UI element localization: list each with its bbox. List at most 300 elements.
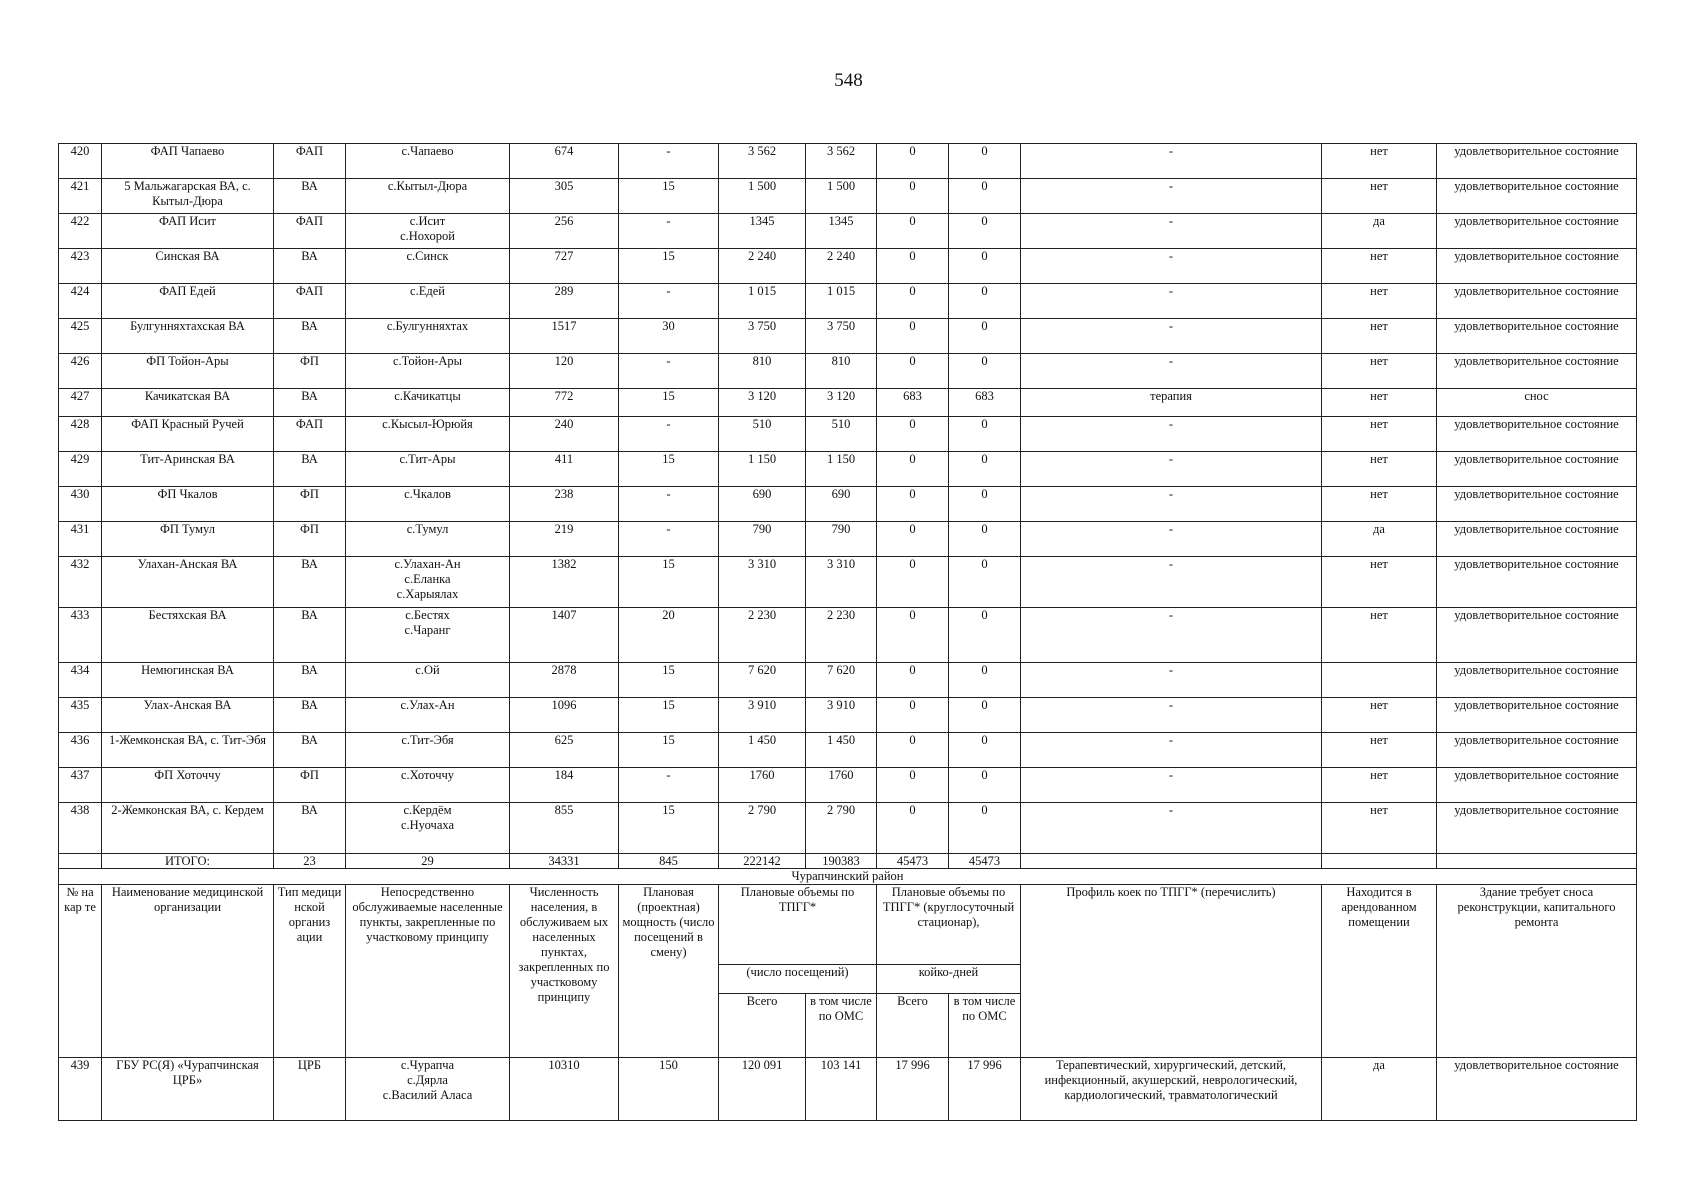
cell-places: с.Улах-Ан (346, 698, 510, 733)
cell-profile: - (1021, 417, 1322, 452)
cell-beds-oms: 0 (949, 698, 1021, 733)
table-row (59, 733, 1637, 768)
table-row (59, 319, 1637, 354)
table-row (59, 249, 1637, 284)
cell-beds-total: 0 (877, 608, 949, 663)
cell-visits-total: 510 (719, 417, 806, 452)
cell-visits-total: 2 240 (719, 249, 806, 284)
cell-capacity: 150 (619, 1058, 719, 1121)
cell-places: с.Улахан-Ан с.Еланка с.Харыялах (346, 557, 510, 608)
cell-visits-total: 2 790 (719, 803, 806, 854)
cell-capacity: 15 (619, 803, 719, 854)
table-row (59, 214, 1637, 249)
total-type: 23 (274, 854, 346, 869)
cell-type: ВА (274, 698, 346, 733)
cell-rented: нет (1322, 417, 1437, 452)
cell-population: 289 (510, 284, 619, 319)
cell-profile: - (1021, 284, 1322, 319)
cell-num: 432 (59, 557, 102, 608)
cell-capacity: - (619, 768, 719, 803)
table-row (59, 608, 1637, 663)
table-row (59, 557, 1637, 608)
cell-type: ЦРБ (274, 1058, 346, 1121)
cell-rented: нет (1322, 557, 1437, 608)
cell-places: с.Кердём с.Нуочаха (346, 803, 510, 854)
cell-visits-total: 3 120 (719, 389, 806, 417)
header-capacity: Плановая (проектная) мощность (число посещений в смену) (619, 885, 719, 1058)
cell-visits-total: 1 150 (719, 452, 806, 487)
cell-name: 1-Жемконская ВА, с. Тит-Эбя (102, 733, 274, 768)
cell-capacity: 15 (619, 698, 719, 733)
cell-capacity: 15 (619, 557, 719, 608)
cell-beds-total: 0 (877, 487, 949, 522)
total-beds-total: 45473 (877, 854, 949, 869)
cell-condition: удовлетворительное состояние (1437, 663, 1637, 698)
cell-beds-oms: 0 (949, 452, 1021, 487)
cell-type: ВА (274, 389, 346, 417)
header-beds-unit: койко-дней (877, 964, 1021, 993)
cell-profile: - (1021, 487, 1322, 522)
cell-capacity: 15 (619, 179, 719, 214)
cell-visits-oms: 810 (806, 354, 877, 389)
cell-population: 238 (510, 487, 619, 522)
cell-visits-oms: 3 120 (806, 389, 877, 417)
header-visits-unit: (число посещений) (719, 964, 877, 993)
cell-population: 305 (510, 179, 619, 214)
cell-beds-oms: 0 (949, 733, 1021, 768)
cell-population: 219 (510, 522, 619, 557)
header-population: Численность населения, в обслуживаем ых населенных пунктах, закрепленных по участковому принципу (510, 885, 619, 1058)
cell-rented: нет (1322, 354, 1437, 389)
cell-places: с.Едей (346, 284, 510, 319)
cell-population: 1517 (510, 319, 619, 354)
cell-visits-oms: 1 450 (806, 733, 877, 768)
cell-capacity: 15 (619, 452, 719, 487)
cell-beds-oms: 0 (949, 214, 1021, 249)
cell-beds-total: 0 (877, 452, 949, 487)
cell-blank (59, 854, 102, 869)
cell-profile: - (1021, 663, 1322, 698)
total-places: 29 (346, 854, 510, 869)
district-row (59, 869, 1637, 885)
cell-beds-oms: 0 (949, 249, 1021, 284)
cell-num: 430 (59, 487, 102, 522)
cell-beds-oms: 0 (949, 803, 1021, 854)
total-visits-total: 222142 (719, 854, 806, 869)
cell-rented: нет (1322, 608, 1437, 663)
cell-visits-total: 1760 (719, 768, 806, 803)
cell-condition: удовлетворительное состояние (1437, 179, 1637, 214)
cell-population: 727 (510, 249, 619, 284)
cell-beds-total: 0 (877, 663, 949, 698)
cell-rented: нет (1322, 803, 1437, 854)
cell-profile: - (1021, 179, 1322, 214)
cell-rented: да (1322, 522, 1437, 557)
cell-population: 855 (510, 803, 619, 854)
cell-type: ФАП (274, 284, 346, 319)
cell-beds-total: 0 (877, 319, 949, 354)
cell-beds-total: 0 (877, 214, 949, 249)
cell-type: ФП (274, 354, 346, 389)
cell-num: 426 (59, 354, 102, 389)
cell-places: с.Чурапча с.Дярла с.Василий Аласа (346, 1058, 510, 1121)
table-row (59, 284, 1637, 319)
cell-beds-total: 0 (877, 249, 949, 284)
cell-name: ФП Тумул (102, 522, 274, 557)
cell-type: ФП (274, 522, 346, 557)
cell-capacity: - (619, 214, 719, 249)
cell-num: 421 (59, 179, 102, 214)
cell-population: 772 (510, 389, 619, 417)
cell-capacity: 20 (619, 608, 719, 663)
cell-visits-oms: 1 500 (806, 179, 877, 214)
cell-name: Качикатская ВА (102, 389, 274, 417)
cell-beds-total: 0 (877, 698, 949, 733)
cell-beds-total: 683 (877, 389, 949, 417)
cell-places: с.Качикатцы (346, 389, 510, 417)
table-row (59, 1058, 1637, 1121)
cell-condition: удовлетворительное состояние (1437, 354, 1637, 389)
header-type: Тип медици нской организ ации (274, 885, 346, 1058)
cell-beds-oms: 0 (949, 487, 1021, 522)
table-row (59, 698, 1637, 733)
cell-condition: удовлетворительное состояние (1437, 144, 1637, 179)
cell-num: 436 (59, 733, 102, 768)
cell-condition: удовлетворительное состояние (1437, 522, 1637, 557)
cell-visits-total: 3 562 (719, 144, 806, 179)
header-beds: Плановые объемы по ТПГГ* (круглосуточный стационар), (877, 885, 1021, 965)
cell-name: ФП Тойон-Ары (102, 354, 274, 389)
cell-beds-oms: 0 (949, 319, 1021, 354)
cell-visits-total: 790 (719, 522, 806, 557)
cell-visits-oms: 7 620 (806, 663, 877, 698)
cell-visits-oms: 1345 (806, 214, 877, 249)
cell-visits-oms: 3 910 (806, 698, 877, 733)
cell-population: 625 (510, 733, 619, 768)
cell-beds-total: 0 (877, 522, 949, 557)
table-row (59, 487, 1637, 522)
header-rented: Находится в арендованном помещении (1322, 885, 1437, 1058)
cell-name: ФАП Едей (102, 284, 274, 319)
cell-beds-oms: 0 (949, 522, 1021, 557)
cell-beds-total: 17 996 (877, 1058, 949, 1121)
cell-name: 5 Мальжагарская ВА, с. Кытыл-Дюра (102, 179, 274, 214)
total-capacity: 845 (619, 854, 719, 869)
table-row (59, 803, 1637, 854)
cell-population: 411 (510, 452, 619, 487)
cell-profile: Терапевтический, хирургический, детский, инфекционный, акушерский, неврологический, кардиологический, травматологический (1021, 1058, 1322, 1121)
cell-visits-total: 3 310 (719, 557, 806, 608)
cell-rented: нет (1322, 698, 1437, 733)
cell-num: 429 (59, 452, 102, 487)
table-row (59, 522, 1637, 557)
cell-profile: - (1021, 319, 1322, 354)
cell-population: 10310 (510, 1058, 619, 1121)
cell-capacity: 15 (619, 733, 719, 768)
cell-places: с.Булгунняхтах (346, 319, 510, 354)
cell-type: ВА (274, 608, 346, 663)
cell-blank (1021, 854, 1322, 869)
cell-type: ФАП (274, 214, 346, 249)
cell-capacity: - (619, 354, 719, 389)
cell-condition: удовлетворительное состояние (1437, 284, 1637, 319)
cell-visits-total: 1 450 (719, 733, 806, 768)
cell-places: с.Кысыл-Юрюйя (346, 417, 510, 452)
cell-beds-total: 0 (877, 768, 949, 803)
cell-visits-total: 1 500 (719, 179, 806, 214)
cell-visits-oms: 2 240 (806, 249, 877, 284)
page-number: 548 (834, 70, 863, 91)
cell-condition: удовлетворительное состояние (1437, 698, 1637, 733)
cell-places: с.Ой (346, 663, 510, 698)
cell-profile: - (1021, 557, 1322, 608)
cell-profile: - (1021, 452, 1322, 487)
cell-beds-oms: 683 (949, 389, 1021, 417)
header-visits-oms: в том числе по ОМС (806, 994, 877, 1058)
cell-name: Улахан-Анская ВА (102, 557, 274, 608)
cell-condition: снос (1437, 389, 1637, 417)
cell-beds-oms: 0 (949, 608, 1021, 663)
cell-condition: удовлетворительное состояние (1437, 417, 1637, 452)
total-row (59, 854, 1637, 869)
cell-capacity: - (619, 522, 719, 557)
cell-condition: удовлетворительное состояние (1437, 319, 1637, 354)
cell-num: 427 (59, 389, 102, 417)
cell-condition: удовлетворительное состояние (1437, 487, 1637, 522)
cell-population: 1382 (510, 557, 619, 608)
cell-places: с.Хоточчу (346, 768, 510, 803)
cell-profile: терапия (1021, 389, 1322, 417)
cell-beds-oms: 0 (949, 354, 1021, 389)
cell-num: 428 (59, 417, 102, 452)
cell-beds-total: 0 (877, 733, 949, 768)
cell-num: 435 (59, 698, 102, 733)
header-profile: Профиль коек по ТПГГ* (перечислить) (1021, 885, 1322, 1058)
cell-name: Улах-Анская ВА (102, 698, 274, 733)
cell-condition: удовлетворительное состояние (1437, 557, 1637, 608)
cell-places: с.Синск (346, 249, 510, 284)
cell-num: 423 (59, 249, 102, 284)
cell-visits-oms: 3 562 (806, 144, 877, 179)
cell-profile: - (1021, 214, 1322, 249)
cell-type: ВА (274, 733, 346, 768)
header-visits: Плановые объемы по ТПГГ* (719, 885, 877, 965)
cell-condition: удовлетворительное состояние (1437, 733, 1637, 768)
cell-condition: удовлетворительное состояние (1437, 803, 1637, 854)
cell-beds-oms: 0 (949, 179, 1021, 214)
cell-rented: нет (1322, 389, 1437, 417)
cell-visits-oms: 510 (806, 417, 877, 452)
cell-places: с.Исит с.Нохорой (346, 214, 510, 249)
district-name: Чурапчинский район (59, 869, 1637, 885)
cell-visits-oms: 690 (806, 487, 877, 522)
cell-places: с.Кытыл-Дюра (346, 179, 510, 214)
header-beds-total: Всего (877, 994, 949, 1058)
cell-num: 438 (59, 803, 102, 854)
cell-places: с.Бестях с.Чаранг (346, 608, 510, 663)
cell-rented: нет (1322, 179, 1437, 214)
cell-beds-total: 0 (877, 284, 949, 319)
table-row (59, 389, 1637, 417)
table-row (59, 663, 1637, 698)
table-row (59, 354, 1637, 389)
cell-type: ВА (274, 803, 346, 854)
cell-visits-total: 1345 (719, 214, 806, 249)
cell-name: ФАП Красный Ручей (102, 417, 274, 452)
cell-places: с.Тойон-Ары (346, 354, 510, 389)
header-visits-total: Всего (719, 994, 806, 1058)
cell-population: 674 (510, 144, 619, 179)
cell-beds-oms: 0 (949, 768, 1021, 803)
cell-rented: нет (1322, 768, 1437, 803)
cell-name: ФАП Чапаево (102, 144, 274, 179)
cell-visits-oms: 790 (806, 522, 877, 557)
cell-capacity: - (619, 417, 719, 452)
cell-profile: - (1021, 608, 1322, 663)
cell-condition: удовлетворительное состояние (1437, 608, 1637, 663)
cell-type: ФАП (274, 417, 346, 452)
cell-name: Синская ВА (102, 249, 274, 284)
cell-visits-oms: 1760 (806, 768, 877, 803)
cell-beds-oms: 0 (949, 284, 1021, 319)
cell-capacity: - (619, 487, 719, 522)
cell-name: ГБУ РС(Я) «Чурапчинская ЦРБ» (102, 1058, 274, 1121)
cell-type: ВА (274, 319, 346, 354)
cell-visits-oms: 2 230 (806, 608, 877, 663)
cell-rented: нет (1322, 144, 1437, 179)
table-row (59, 452, 1637, 487)
table-row (59, 417, 1637, 452)
total-label: ИТОГО: (102, 854, 274, 869)
cell-profile: - (1021, 803, 1322, 854)
cell-rented: нет (1322, 284, 1437, 319)
cell-name: Бестяхская ВА (102, 608, 274, 663)
cell-places: с.Чкалов (346, 487, 510, 522)
cell-visits-total: 810 (719, 354, 806, 389)
cell-places: с.Чапаево (346, 144, 510, 179)
cell-beds-total: 0 (877, 354, 949, 389)
cell-num: 433 (59, 608, 102, 663)
cell-profile: - (1021, 768, 1322, 803)
cell-rented: нет (1322, 452, 1437, 487)
cell-visits-total: 690 (719, 487, 806, 522)
cell-beds-total: 0 (877, 557, 949, 608)
header-num: № на кар те (59, 885, 102, 1058)
cell-name: Немюгинская ВА (102, 663, 274, 698)
cell-places: с.Тит-Эбя (346, 733, 510, 768)
cell-population: 184 (510, 768, 619, 803)
cell-beds-oms: 0 (949, 417, 1021, 452)
cell-type: ВА (274, 557, 346, 608)
cell-num: 439 (59, 1058, 102, 1121)
cell-name: 2-Жемконская ВА, с. Кердем (102, 803, 274, 854)
cell-num: 420 (59, 144, 102, 179)
cell-visits-oms: 2 790 (806, 803, 877, 854)
cell-population: 2878 (510, 663, 619, 698)
cell-places: с.Тит-Ары (346, 452, 510, 487)
facilities-table (58, 143, 1637, 1121)
cell-places: с.Тумул (346, 522, 510, 557)
cell-blank (1437, 854, 1637, 869)
cell-rented: нет (1322, 487, 1437, 522)
cell-type: ВА (274, 249, 346, 284)
header-condition: Здание требует сноса реконструкции, капитального ремонта (1437, 885, 1637, 1058)
cell-visits-total: 3 910 (719, 698, 806, 733)
cell-visits-oms: 3 750 (806, 319, 877, 354)
cell-population: 1407 (510, 608, 619, 663)
cell-visits-oms: 1 015 (806, 284, 877, 319)
table-row (59, 768, 1637, 803)
cell-type: ФП (274, 487, 346, 522)
cell-num: 424 (59, 284, 102, 319)
cell-population: 240 (510, 417, 619, 452)
cell-rented: нет (1322, 249, 1437, 284)
cell-condition: удовлетворительное состояние (1437, 249, 1637, 284)
cell-visits-total: 120 091 (719, 1058, 806, 1121)
cell-capacity: 30 (619, 319, 719, 354)
cell-type: ВА (274, 663, 346, 698)
cell-capacity: 15 (619, 663, 719, 698)
cell-num: 431 (59, 522, 102, 557)
cell-visits-total: 1 015 (719, 284, 806, 319)
cell-type: ВА (274, 452, 346, 487)
cell-profile: - (1021, 522, 1322, 557)
cell-num: 434 (59, 663, 102, 698)
cell-beds-oms: 0 (949, 144, 1021, 179)
cell-num: 422 (59, 214, 102, 249)
cell-population: 256 (510, 214, 619, 249)
cell-population: 120 (510, 354, 619, 389)
cell-visits-total: 7 620 (719, 663, 806, 698)
cell-capacity: 15 (619, 389, 719, 417)
cell-rented: нет (1322, 733, 1437, 768)
cell-beds-total: 0 (877, 417, 949, 452)
cell-rented: нет (1322, 319, 1437, 354)
cell-capacity: - (619, 284, 719, 319)
cell-blank (1322, 854, 1437, 869)
cell-type: ВА (274, 179, 346, 214)
cell-beds-total: 0 (877, 144, 949, 179)
cell-population: 1096 (510, 698, 619, 733)
cell-profile: - (1021, 698, 1322, 733)
cell-capacity: 15 (619, 249, 719, 284)
header-beds-oms: в том числе по ОМС (949, 994, 1021, 1058)
header-name: Наименование медицинской организации (102, 885, 274, 1058)
cell-condition: удовлетворительное состояние (1437, 214, 1637, 249)
cell-condition: удовлетворительное состояние (1437, 1058, 1637, 1121)
cell-profile: - (1021, 249, 1322, 284)
cell-beds-total: 0 (877, 803, 949, 854)
cell-name: Булгунняхтахская ВА (102, 319, 274, 354)
cell-beds-oms: 0 (949, 663, 1021, 698)
table-row (59, 179, 1637, 214)
header-places: Непосредственно обслуживаемые населенные пункты, закрепленные по участковому принципу (346, 885, 510, 1058)
cell-profile: - (1021, 733, 1322, 768)
cell-type: ФП (274, 768, 346, 803)
cell-rented: да (1322, 214, 1437, 249)
cell-condition: удовлетворительное состояние (1437, 768, 1637, 803)
cell-num: 425 (59, 319, 102, 354)
cell-beds-oms: 17 996 (949, 1058, 1021, 1121)
cell-name: ФАП Исит (102, 214, 274, 249)
cell-beds-oms: 0 (949, 557, 1021, 608)
cell-name: ФП Чкалов (102, 487, 274, 522)
cell-visits-oms: 3 310 (806, 557, 877, 608)
cell-beds-total: 0 (877, 179, 949, 214)
cell-visits-oms: 1 150 (806, 452, 877, 487)
cell-name: ФП Хоточчу (102, 768, 274, 803)
total-visits-oms: 190383 (806, 854, 877, 869)
